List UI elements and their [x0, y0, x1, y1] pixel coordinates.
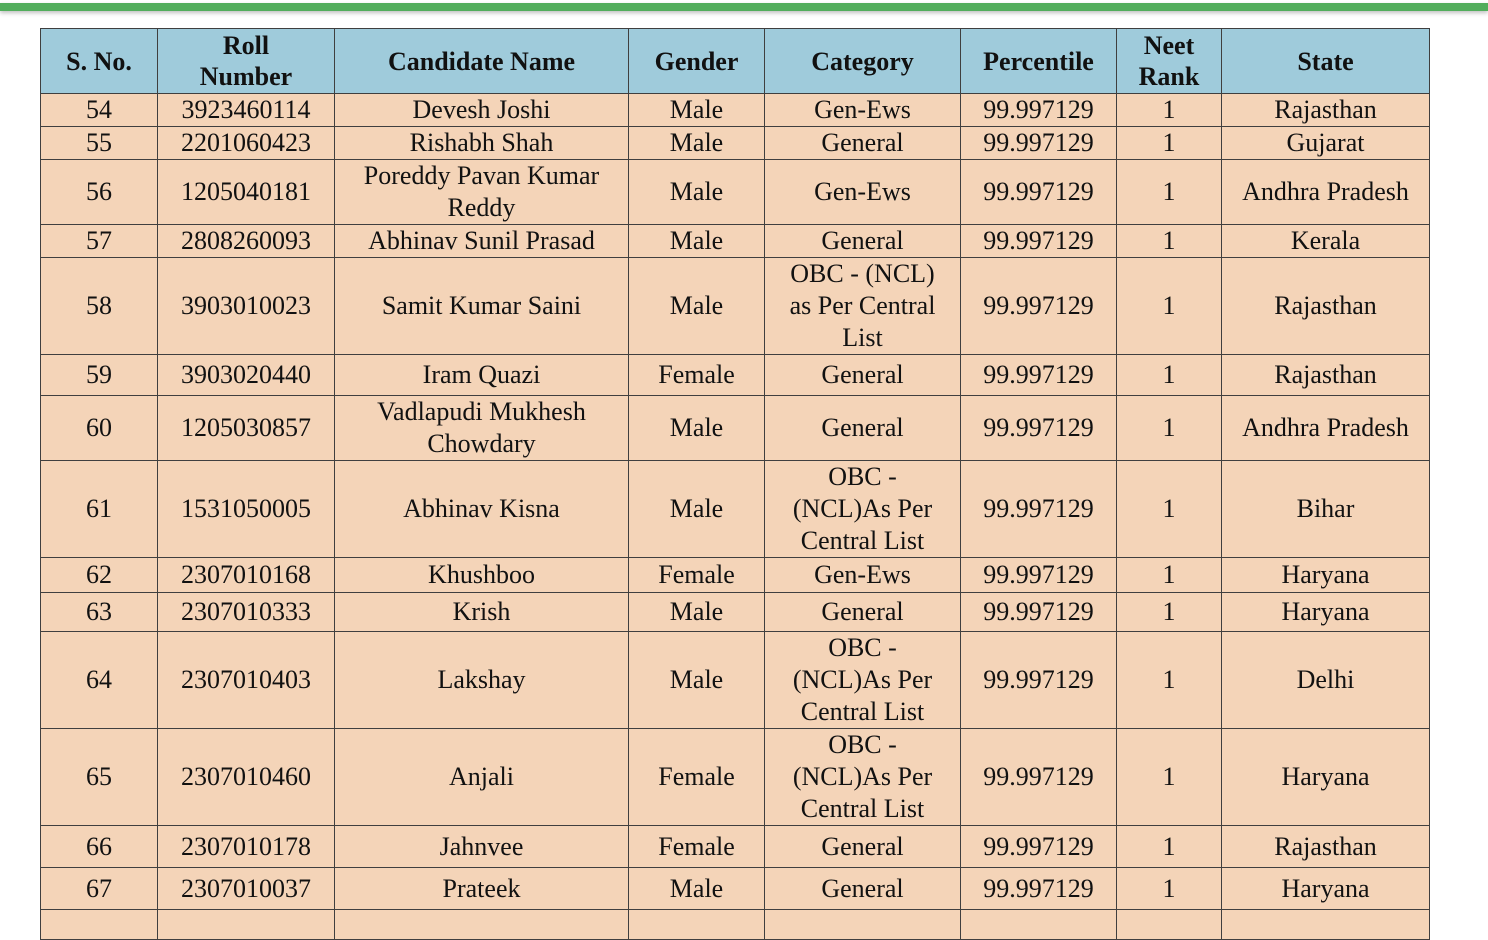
cell-rank: 1 — [1117, 868, 1222, 910]
table-row — [41, 826, 1430, 868]
cell-sno: 59 — [41, 355, 158, 396]
cell-percentile: 99.997129 — [961, 826, 1117, 868]
cell-percentile: 99.997129 — [961, 94, 1117, 127]
cell-roll: 2307010333 — [158, 593, 335, 632]
cell-category: General — [765, 127, 961, 160]
cell-roll: 3923460114 — [158, 94, 335, 127]
table-row — [41, 729, 1430, 826]
cell-sno: 63 — [41, 593, 158, 632]
table-row-partial — [41, 910, 1430, 940]
cell-category: General — [765, 868, 961, 910]
cell-percentile: 99.997129 — [961, 593, 1117, 632]
cell-category: Gen-Ews — [765, 160, 961, 225]
cell-category: Gen-Ews — [765, 94, 961, 127]
cell-roll: 1205030857 — [158, 396, 335, 461]
header-roll-number: Roll Number — [158, 29, 335, 94]
table-row — [41, 225, 1430, 258]
cell-roll: 2307010460 — [158, 729, 335, 826]
cell-sno: 54 — [41, 94, 158, 127]
cell-state: Delhi — [1222, 632, 1430, 729]
cell-gender: Male — [629, 258, 765, 355]
cell-name: Abhinav Kisna — [335, 461, 629, 558]
cell-name: Devesh Joshi — [335, 94, 629, 127]
cell-percentile: 99.997129 — [961, 729, 1117, 826]
cell-gender: Female — [629, 729, 765, 826]
cell-name: Samit Kumar Saini — [335, 258, 629, 355]
results-table — [40, 28, 1430, 940]
cell-percentile: 99.997129 — [961, 355, 1117, 396]
cell-name: Khushboo — [335, 558, 629, 593]
header-neet-rank: Neet Rank — [1117, 29, 1222, 94]
cell-rank: 1 — [1117, 396, 1222, 461]
table-row — [41, 94, 1430, 127]
cell-percentile: 99.997129 — [961, 396, 1117, 461]
cell-sno: 62 — [41, 558, 158, 593]
header-row — [41, 29, 1430, 94]
cell-category: OBC - (NCL)As Per Central List — [765, 729, 961, 826]
cell-gender: Female — [629, 355, 765, 396]
cell-empty — [961, 910, 1117, 940]
cell-state: Rajasthan — [1222, 94, 1430, 127]
cell-gender: Male — [629, 396, 765, 461]
cell-roll: 2808260093 — [158, 225, 335, 258]
cell-state: Haryana — [1222, 558, 1430, 593]
cell-state: Kerala — [1222, 225, 1430, 258]
cell-category: General — [765, 593, 961, 632]
cell-gender: Female — [629, 826, 765, 868]
cell-gender: Male — [629, 593, 765, 632]
cell-name: Krish — [335, 593, 629, 632]
cell-name: Prateek — [335, 868, 629, 910]
cell-rank: 1 — [1117, 826, 1222, 868]
table-row — [41, 127, 1430, 160]
cell-percentile: 99.997129 — [961, 558, 1117, 593]
cell-gender: Male — [629, 461, 765, 558]
cell-sno: 60 — [41, 396, 158, 461]
cell-roll: 2201060423 — [158, 127, 335, 160]
cell-roll: 1205040181 — [158, 160, 335, 225]
cell-category: General — [765, 826, 961, 868]
cell-sno: 57 — [41, 225, 158, 258]
header-candidate-name: Candidate Name — [335, 29, 629, 94]
cell-state: Haryana — [1222, 593, 1430, 632]
table-row — [41, 355, 1430, 396]
cell-name: Rishabh Shah — [335, 127, 629, 160]
cell-gender: Male — [629, 868, 765, 910]
table-row — [41, 461, 1430, 558]
cell-category: General — [765, 355, 961, 396]
cell-sno: 61 — [41, 461, 158, 558]
cell-name: Poreddy Pavan Kumar Reddy — [335, 160, 629, 225]
table-row — [41, 558, 1430, 593]
cell-state: Haryana — [1222, 868, 1430, 910]
header-category: Category — [765, 29, 961, 94]
table-row — [41, 258, 1430, 355]
table-row — [41, 396, 1430, 461]
cell-rank: 1 — [1117, 632, 1222, 729]
cell-category: OBC - (NCL)As Per Central List — [765, 632, 961, 729]
cell-state: Rajasthan — [1222, 826, 1430, 868]
cell-empty — [629, 910, 765, 940]
table-row — [41, 593, 1430, 632]
cell-name: Iram Quazi — [335, 355, 629, 396]
cell-roll: 3903020440 — [158, 355, 335, 396]
cell-state: Gujarat — [1222, 127, 1430, 160]
cell-empty — [765, 910, 961, 940]
cell-name: Anjali — [335, 729, 629, 826]
cell-percentile: 99.997129 — [961, 868, 1117, 910]
top-accent-bar — [0, 3, 1488, 11]
cell-state: Bihar — [1222, 461, 1430, 558]
cell-name: Abhinav Sunil Prasad — [335, 225, 629, 258]
header-percentile: Percentile — [961, 29, 1117, 94]
cell-sno: 66 — [41, 826, 158, 868]
cell-empty — [1222, 910, 1430, 940]
cell-percentile: 99.997129 — [961, 258, 1117, 355]
cell-rank: 1 — [1117, 94, 1222, 127]
cell-name: Vadlapudi Mukhesh Chowdary — [335, 396, 629, 461]
cell-roll: 2307010403 — [158, 632, 335, 729]
cell-gender: Male — [629, 160, 765, 225]
cell-roll: 1531050005 — [158, 461, 335, 558]
cell-name: Lakshay — [335, 632, 629, 729]
cell-empty — [41, 910, 158, 940]
cell-sno: 64 — [41, 632, 158, 729]
cell-rank: 1 — [1117, 160, 1222, 225]
cell-empty — [335, 910, 629, 940]
cell-category: Gen-Ews — [765, 558, 961, 593]
cell-roll: 3903010023 — [158, 258, 335, 355]
cell-gender: Male — [629, 94, 765, 127]
cell-state: Rajasthan — [1222, 258, 1430, 355]
cell-roll: 2307010037 — [158, 868, 335, 910]
cell-rank: 1 — [1117, 127, 1222, 160]
cell-sno: 67 — [41, 868, 158, 910]
table-row — [41, 160, 1430, 225]
cell-empty — [1117, 910, 1222, 940]
cell-empty — [158, 910, 335, 940]
cell-sno: 55 — [41, 127, 158, 160]
table-row — [41, 868, 1430, 910]
cell-rank: 1 — [1117, 461, 1222, 558]
cell-category: General — [765, 225, 961, 258]
cell-state: Andhra Pradesh — [1222, 396, 1430, 461]
cell-category: OBC - (NCL)As Per Central List — [765, 461, 961, 558]
cell-gender: Male — [629, 225, 765, 258]
cell-roll: 2307010178 — [158, 826, 335, 868]
table-row — [41, 632, 1430, 729]
cell-state: Andhra Pradesh — [1222, 160, 1430, 225]
header-sno: S. No. — [41, 29, 158, 94]
cell-percentile: 99.997129 — [961, 461, 1117, 558]
cell-rank: 1 — [1117, 729, 1222, 826]
cell-percentile: 99.997129 — [961, 632, 1117, 729]
cell-rank: 1 — [1117, 225, 1222, 258]
cell-percentile: 99.997129 — [961, 225, 1117, 258]
cell-rank: 1 — [1117, 593, 1222, 632]
cell-name: Jahnvee — [335, 826, 629, 868]
cell-rank: 1 — [1117, 258, 1222, 355]
cell-roll: 2307010168 — [158, 558, 335, 593]
cell-sno: 58 — [41, 258, 158, 355]
cell-percentile: 99.997129 — [961, 127, 1117, 160]
cell-state: Rajasthan — [1222, 355, 1430, 396]
cell-gender: Female — [629, 558, 765, 593]
cell-percentile: 99.997129 — [961, 160, 1117, 225]
header-state: State — [1222, 29, 1430, 94]
cell-gender: Male — [629, 632, 765, 729]
cell-category: OBC - (NCL) as Per Central List — [765, 258, 961, 355]
cell-state: Haryana — [1222, 729, 1430, 826]
cell-sno: 65 — [41, 729, 158, 826]
cell-category: General — [765, 396, 961, 461]
cell-rank: 1 — [1117, 355, 1222, 396]
cell-rank: 1 — [1117, 558, 1222, 593]
cell-gender: Male — [629, 127, 765, 160]
header-gender: Gender — [629, 29, 765, 94]
cell-sno: 56 — [41, 160, 158, 225]
